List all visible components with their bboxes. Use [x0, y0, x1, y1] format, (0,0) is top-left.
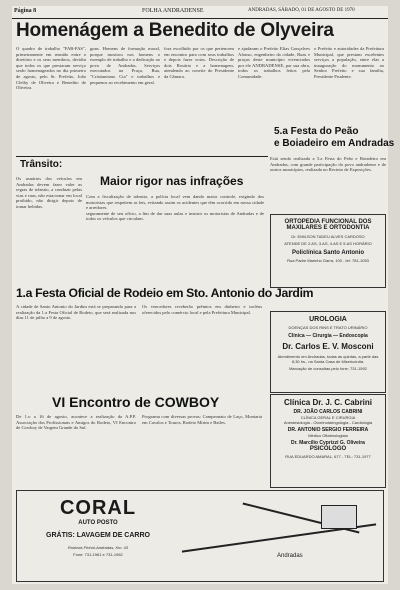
coral-subtitle: AUTO POSTO — [78, 520, 118, 526]
ad-services: Clínica — Cirurgia — Endoscopia — [288, 333, 368, 339]
ad-doctor: Dr. Marcílio Cyprizzi G. Oliveira — [291, 440, 365, 446]
article-text: fora escolhido por os que pertencem em encontro para com seus trabalhos e depois fazer votos. Descrição de dois Rosário e a homenagem, atendendo ao convite do Presidente da Câmara. — [164, 46, 234, 79]
ad-title: ORTOPEDIA FUNCIONAL DOS — [284, 219, 372, 225]
service-clinica: Clínica — [288, 333, 305, 339]
article-column — [164, 46, 234, 156]
maior-rigor-column — [86, 194, 264, 284]
coral-logo: CORAL — [59, 497, 137, 519]
coral-ad — [16, 490, 384, 582]
coral-offer: GRÁTIS: LAVAGEM DE CARRO — [46, 532, 150, 539]
article-text: guns. Homens de formação moral, porque mostrou nos homens o exemplo de trabalho e a dedicação ao povo de Andradas. Serviços executados na Praça, Rua, "Cristianismo Cia" e trabalhos e pequenos ao recebimento em geral. — [90, 46, 160, 85]
rodeio-column — [142, 304, 262, 392]
article-text: O quadro de trabalho "FAB-FAS", primeiramente em reunião entre o diretório e os seus membros, decidiu que todos os que prestaram serviço serão homenageados no dia primeiro de agosto, pelo Sr. Prefeito, João Cleiby de Oliveira e Benedito de Oliveira. — [16, 46, 86, 91]
section-title-peao: 5.a Festa do Peão — [274, 126, 359, 137]
article-text: e ajudaram o Prefeito Elias Gonçalves Afonso, engenheiro da cidade, Ruas e praças deste município vivenciados por ele ANDRADENSE, por sua obra, todos os trabalhos feitos pela Comunidade. — [238, 46, 310, 79]
headline-homenagem: Homenágem a Benedito de Olyveira — [16, 20, 334, 41]
ad-subtitle: DOENÇAS DOS RINS E TRATO URINÁRIO — [288, 325, 368, 330]
divider — [16, 156, 268, 157]
ad-specialty: PSICOLOGO — [309, 446, 347, 452]
article-column — [16, 46, 86, 156]
map-label: Andradas — [277, 553, 303, 559]
ad-title: UROLOGIA — [309, 316, 347, 323]
headline-cowboy: VI Encontro de COWBOY — [52, 394, 220, 410]
peao-column — [270, 156, 386, 212]
article-text: Com a fiscalização de trânsito, a polícia local vem dando maior controle, exigindo dos motoristas que respeitem as leis, evitando assim os acidentes que têm ocorrido em nossa cidade e arredores. — [86, 194, 264, 211]
cowboy-column — [142, 414, 262, 488]
service-endoscopia: Endoscopia — [339, 333, 368, 339]
ad-doctor: Dr. Carlos E. V. Mosconi — [282, 342, 374, 351]
cowboy-column — [16, 414, 136, 488]
article-text: Está sendo realizada a 5.a Festa do Peão e Boiadeiro em Andradas, com grande participação do povo andradense e de outros municípios, realizada no Recinto de Exposições. — [270, 156, 386, 173]
article-column — [90, 46, 160, 156]
ad-info: Atendimento em Andradas, todas as quintas, a partir das 8,30 hs., na Santa Casa de Misericórdia. — [277, 354, 379, 364]
urologia-ad — [270, 311, 386, 393]
ad-address: RUA EDUARDO AMARAL, 677 - TEL: 731-1977 — [285, 454, 371, 459]
ad-title: Clínica Dr. J. C. Cabrini — [283, 398, 373, 407]
ad-address: Rua Padre Marinho Garra, 100 - tel: 781-1053 — [287, 258, 369, 263]
ad-specialty: Médico Oftalmologista — [308, 433, 348, 438]
ad-hours: ATENDE DE 2.AS, 3.AS, 4.AS E 5.AS HORÁRIO — [284, 241, 372, 246]
coral-map — [181, 497, 377, 575]
section-title-maior-rigor: Maior rigor nas infrações — [100, 174, 244, 188]
page-header — [12, 6, 388, 19]
headline-rodeio: 1.a Festa Oficial de Rodeio em Sto. Antonio do Jardim — [16, 286, 314, 300]
ad-doctor: Dr. EMILSON TADEU ALVES CARDOSO — [291, 234, 365, 239]
ortopedia-ad — [270, 214, 386, 288]
article-text: Os vencedores receberão prêmios em dinheiro e troféus oferecidos pelo comércio local e pela Prefeitura Municipal. — [142, 304, 262, 315]
article-text: De 1.o a 16 de agosto, acontece a realização da A.P.P. Associação dos Profissionais e Amigos do Rodeio, VI Encontro de Cowboy de Vargem Grande do Sul. — [16, 414, 136, 431]
service-cirurgia: Cirurgia — [312, 333, 332, 339]
newspaper-page — [12, 6, 395, 584]
transito-column — [16, 176, 82, 284]
article-text: seguramente de seu ofício, a fim de dar suas aulas e instruir os motoristas de Andradas e de todos os veículos que circulam. — [86, 210, 264, 222]
section-title-transito: Trânsito: — [20, 159, 63, 170]
article-text: Os usuários dos veículos em Andradas devem fazer valer as regras de trânsito, a conduzir pelas vias e ruas, não estacionar em local proibido, não dirigir depois de tomar bebidas. — [16, 176, 82, 209]
dateline: ANDRADAS, SÁBADO, 01 DE AGOSTO DE 1970 — [248, 8, 355, 13]
ad-doctor: DR. JOÃO CARLOS CABRINI — [293, 409, 363, 415]
rodeio-column — [16, 304, 136, 392]
page-number: Página 8 — [14, 8, 37, 14]
ad-title: MAXILARES E ORTODONTIA — [286, 225, 370, 231]
article-text: A cidade de Santo Antonio do Jardim está se preparando para a realização da 1.a Festa Oficial de Rodeio, que será realizada nos dias 11 de julho a 9 de agosto. — [16, 304, 136, 321]
ad-doctor: DR. ANTONIO SERGIO FERREIRA — [287, 427, 369, 433]
ad-info: Anestesiologia - Otorrinolaringologia - Cardiologia — [283, 420, 373, 425]
coral-ad-text — [23, 497, 173, 557]
ad-specialty: CLÍNICA GERAL E CIRURGIA — [300, 415, 356, 420]
clinica-ad — [270, 394, 386, 488]
coral-phone: Fone: 731-1961 e 731-1962 — [73, 552, 123, 557]
ad-clinic: Policlínica Santo Antonio — [291, 250, 365, 256]
article-text: o Prefeito e autoridades da Prefeitura Municipal, que prestam excelentes serviços a população, entre elas a inauguração do monumento ao Senhor Prefeito e sua família, Presidente Prudente. — [314, 46, 384, 79]
paper-name: FOLHA ANDRADENSE — [142, 8, 204, 14]
coral-address: Rodovia Pinhal-Andradas, Km. 43 — [67, 545, 129, 550]
gas-station-icon — [321, 505, 357, 529]
section-subtitle-peao: e Boiadeiro em Andradas — [274, 138, 395, 149]
article-text: Programa com diversas provas: Campeonato de Laço, Montaria em Cavalos e Touros, Rodeio Mirim e Bailes. — [142, 414, 262, 425]
ad-info: Marcação de consultas pelo fone: 731-1592 — [289, 366, 367, 371]
